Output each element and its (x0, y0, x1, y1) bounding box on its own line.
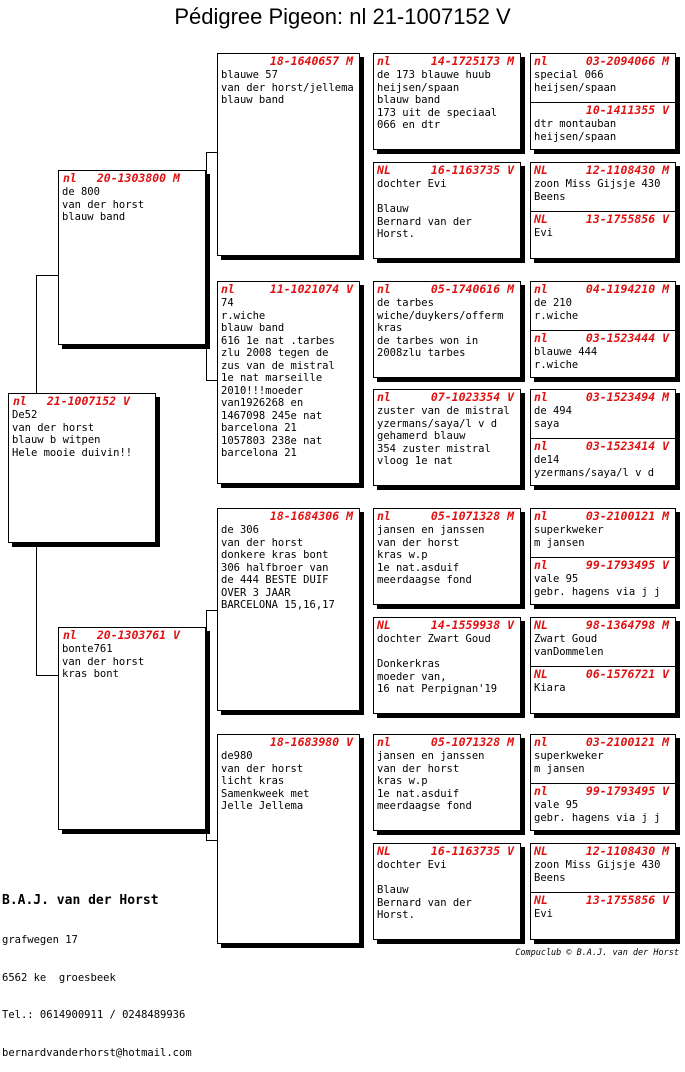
detail-line: m jansen (534, 536, 585, 549)
detail-line: van der horst (221, 762, 304, 775)
detail-line: jansen en janssen (377, 524, 485, 536)
pigeon-details (374, 632, 520, 697)
detail-line: 1057803 238e nat (221, 434, 323, 447)
detail-line: van der horst/jellema (221, 81, 354, 94)
pigeon-details (531, 226, 675, 241)
ring-header (218, 509, 359, 523)
detail-line: r.wiche (534, 358, 579, 371)
detail-line: Horst. (377, 909, 415, 921)
ring-number: 03-1523414 V (585, 439, 669, 453)
detail-line: Bernard van der (377, 896, 472, 909)
pigeon-details (531, 907, 675, 922)
pigeon-card-g4-pair[interactable] (530, 281, 676, 378)
detail-line: blauw band (221, 322, 285, 334)
detail-line: vanDommelen (534, 645, 604, 658)
ring-header (59, 171, 205, 185)
ring-header (531, 667, 675, 681)
ring-header (531, 331, 675, 345)
g4-male[interactable] (531, 282, 675, 330)
ring-number: 13-1755856 V (585, 893, 669, 907)
owner-line: Tel.: 0614900911 / 0248489936 (2, 1009, 186, 1021)
detail-line: de14 (534, 454, 560, 466)
connector-line (206, 152, 217, 153)
ring-number: 10-1411355 V (585, 103, 669, 117)
ring-header (531, 784, 675, 798)
detail-line: special 066 (534, 69, 604, 81)
g4-male[interactable] (531, 844, 675, 892)
ring-header (531, 439, 675, 453)
detail-line: jansen en janssen (377, 750, 485, 762)
detail-line: zuster van de mistral (377, 405, 510, 417)
detail-line: de 173 blauwe huub (377, 69, 491, 81)
pigeon-card-grandparent[interactable] (217, 281, 360, 484)
detail-line: blauw band (221, 94, 285, 106)
country-code: nl (534, 54, 548, 68)
detail-line: zus van de mistral (221, 359, 335, 372)
country-code: nl (534, 331, 548, 345)
detail-line: dochter Evi (377, 859, 447, 871)
pigeon-card-subject[interactable] (8, 393, 156, 543)
owner-block (2, 868, 192, 1072)
detail-line: dochter Evi (377, 178, 447, 190)
pigeon-card-g4-pair[interactable] (530, 389, 676, 486)
detail-line: meerdaagse fond (377, 574, 472, 586)
detail-line: 616 1e nat .tarbes (221, 334, 335, 347)
pigeon-details (374, 68, 520, 133)
country-code: nl (534, 558, 548, 572)
ring-number: 13-1755856 V (585, 212, 669, 226)
detail-line: gebr. hagens via j j (534, 811, 661, 824)
ring-header (374, 163, 520, 177)
detail-line: de980 (221, 750, 253, 762)
country-code: nl (377, 54, 391, 68)
detail-line: blauw band (377, 94, 441, 106)
pigeon-details (218, 68, 359, 108)
country-code: nl (377, 390, 391, 404)
pigeon-details (531, 453, 675, 480)
detail-line: gehamerd blauw (377, 430, 466, 442)
ring-header (531, 893, 675, 907)
detail-line: kras w.p (377, 549, 428, 561)
detail-line: moeder van, (377, 670, 447, 683)
detail-line: de 800 (62, 186, 100, 198)
pigeon-card-g4-pair[interactable] (530, 734, 676, 831)
pigeon-details (218, 296, 359, 461)
ring-header (531, 163, 675, 177)
ring-number: 06-1576721 V (585, 667, 669, 681)
pigeon-details (374, 749, 520, 814)
country-code: nl (63, 171, 77, 185)
detail-line: zoon Miss Gijsje 430 (534, 178, 661, 190)
connector-line (206, 610, 217, 611)
detail-line: donkere kras bont (221, 549, 329, 561)
pigeon-card-great-grandparent[interactable] (373, 162, 521, 259)
detail-line: licht kras (221, 775, 285, 787)
detail-line: 173 uit de speciaal (377, 106, 498, 119)
ring-number: 12-1108430 M (585, 163, 669, 177)
ring-header (374, 735, 520, 749)
ring-number: 16-1163735 V (430, 163, 514, 177)
pigeon-details (531, 296, 675, 323)
detail-line: 1e nat marseille (221, 372, 323, 384)
detail-line: Zwart Goud (534, 633, 598, 645)
detail-line: zoon Miss Gijsje 430 (534, 859, 661, 871)
detail-line: blauw b witpen (12, 434, 101, 446)
ring-header (531, 509, 675, 523)
detail-line: van1926268 en (221, 397, 304, 409)
g4-female[interactable] (531, 330, 675, 378)
detail-line: heijsen/spaan (377, 81, 460, 94)
detail-line: Blauw (377, 884, 409, 896)
pigeon-details (531, 523, 675, 550)
ring-header (531, 54, 675, 68)
detail-line: blauwe 57 (221, 69, 278, 81)
pigeon-details (531, 681, 675, 696)
pigeon-card-g4-pair[interactable] (530, 53, 676, 150)
country-code: nl (534, 784, 548, 798)
ring-number: 05-1740616 M (430, 282, 514, 296)
pigeon-details (218, 749, 359, 814)
country-code: nl (13, 394, 27, 408)
pigeon-details (531, 177, 675, 204)
country-code: nl (534, 439, 548, 453)
detail-line: kras w.p (377, 775, 428, 787)
ring-number: 03-2100121 M (585, 509, 669, 523)
g4-female[interactable] (531, 783, 675, 831)
g4-female[interactable] (531, 892, 675, 940)
detail-line: OVER 3 JAAR (221, 586, 291, 599)
connector-line (206, 610, 207, 840)
detail-line: vale 95 (534, 799, 579, 811)
pigeon-details (531, 632, 675, 659)
ring-number: 18-1683980 V (269, 735, 353, 749)
ring-number: 18-1640657 M (269, 54, 353, 68)
ring-number: 11-1021074 V (269, 282, 353, 296)
ring-header (374, 509, 520, 523)
pigeon-card-g4-pair[interactable] (530, 843, 676, 940)
ring-number: 12-1108430 M (585, 844, 669, 858)
detail-line: van der horst (221, 536, 304, 549)
detail-line: saya (534, 417, 560, 430)
g4-female[interactable] (531, 211, 675, 259)
detail-line: Evi (534, 908, 553, 920)
country-code: nl (534, 282, 548, 296)
g4-male[interactable] (531, 618, 675, 666)
country-code: nl (377, 509, 391, 523)
ring-header (531, 558, 675, 572)
credit-text: Compuclub © B.A.J. van der Horst (515, 948, 679, 958)
connector-line (36, 275, 58, 276)
ring-number: 20-1303761 V (96, 628, 180, 642)
owner-line: grafwegen 17 (2, 934, 78, 946)
detail-line: 2008zlu tarbes (377, 347, 466, 359)
pigeon-details (531, 68, 675, 95)
country-code: nl (221, 282, 235, 296)
country-code: nl (377, 282, 391, 296)
detail-line: de 306 (221, 524, 259, 536)
ring-number: 03-2094066 M (585, 54, 669, 68)
detail-line: superkweker (534, 524, 604, 536)
detail-line: dtr montauban (534, 118, 617, 130)
ring-header (531, 103, 675, 117)
owner-name: B.A.J. van der Horst (2, 893, 159, 908)
pigeon-card-grandparent[interactable] (217, 508, 360, 711)
detail-line: 354 zuster mistral (377, 442, 491, 455)
detail-line: Bernard van der (377, 215, 472, 228)
ring-number: 03-2100121 M (585, 735, 669, 749)
pigeon-card-great-grandparent[interactable] (373, 281, 521, 378)
detail-line: Horst. (377, 228, 415, 240)
ring-header (374, 390, 520, 404)
country-code: NL (534, 618, 548, 632)
ring-header (531, 212, 675, 226)
detail-line: meerdaagse fond (377, 800, 472, 812)
pigeon-details (531, 858, 675, 885)
g4-male[interactable] (531, 390, 675, 438)
g4-female[interactable] (531, 102, 675, 150)
owner-email: bernardvanderhorst@hotmail.com (2, 1046, 192, 1059)
pigeon-details (374, 177, 520, 242)
detail-line: 1467098 245e nat (221, 409, 323, 422)
g4-male[interactable] (531, 735, 675, 783)
detail-line: r.wiche (221, 309, 266, 322)
detail-line: 306 halfbroer van (221, 561, 329, 574)
ring-header (9, 394, 155, 408)
detail-line: kras (377, 322, 403, 334)
detail-line: de 444 BESTE DUIF (221, 574, 329, 586)
pigeon-card-grandparent[interactable] (217, 734, 360, 944)
detail-line: 74 (221, 297, 234, 309)
ring-number: 20-1303800 M (96, 171, 180, 185)
pigeon-card-great-grandparent[interactable] (373, 734, 521, 831)
pigeon-details (531, 798, 675, 825)
connector-line (206, 380, 217, 381)
pigeon-card-father[interactable] (58, 170, 206, 345)
detail-line: yzermans/saya/l v d (377, 417, 498, 430)
ring-number: 99-1793495 V (585, 784, 669, 798)
detail-line: Hele mooie duivin!! (12, 446, 133, 459)
pigeon-card-mother[interactable] (58, 627, 206, 830)
country-code: nl (534, 509, 548, 523)
connector-line (206, 840, 217, 841)
detail-line: vloog 1e nat (377, 455, 453, 467)
detail-line: 1e nat.asduif (377, 561, 460, 574)
pigeon-details (374, 523, 520, 588)
detail-line: Blauw (377, 203, 409, 215)
pigeon-details (531, 749, 675, 776)
pigeon-details (374, 404, 520, 469)
detail-line: de tarbes won in (377, 334, 479, 347)
ring-header (218, 282, 359, 296)
country-code: nl (63, 628, 77, 642)
country-code: NL (377, 163, 391, 177)
detail-line: barcelona 21 (221, 422, 297, 434)
ring-number: 21-1007152 V (46, 394, 130, 408)
detail-line: wiche/duykers/offerm (377, 309, 504, 322)
ring-header (218, 735, 359, 749)
g4-male[interactable] (531, 54, 675, 102)
detail-line: bonte761 (62, 643, 113, 655)
detail-line: 1e nat.asduif (377, 787, 460, 800)
detail-line: Samenkweek met (221, 787, 310, 800)
country-code: NL (534, 163, 548, 177)
detail-line: vale 95 (534, 573, 579, 585)
pigeon-card-g4-pair[interactable] (530, 508, 676, 605)
detail-line: barcelona 21 (221, 447, 297, 459)
ring-header (531, 735, 675, 749)
detail-line: van der horst (62, 655, 145, 668)
detail-line: yzermans/saya/l v d (534, 466, 655, 479)
pigeon-details (59, 642, 205, 682)
detail-line: Kiara (534, 682, 566, 694)
g4-male[interactable] (531, 509, 675, 557)
country-code: nl (377, 735, 391, 749)
ring-number: 05-1071328 M (430, 735, 514, 749)
detail-line: zlu 2008 tegen de (221, 347, 329, 359)
detail-line: 2010!!!moeder (221, 384, 304, 397)
ring-number: 04-1194210 M (585, 282, 669, 296)
detail-line: Evi (534, 227, 553, 239)
pigeon-card-g4-pair[interactable] (530, 617, 676, 714)
detail-line: blauwe 444 (534, 346, 598, 358)
detail-line: Jelle Jellema (221, 800, 304, 812)
pigeon-card-great-grandparent[interactable] (373, 389, 521, 486)
ring-number: 05-1071328 M (430, 509, 514, 523)
ring-header (531, 618, 675, 632)
country-code: NL (534, 844, 548, 858)
detail-line: blauw band (62, 211, 126, 223)
ring-header (531, 282, 675, 296)
detail-line: de 494 (534, 405, 572, 417)
detail-line: BARCELONA 15,16,17 (221, 599, 335, 611)
ring-number: 03-1523494 M (585, 390, 669, 404)
pigeon-details (374, 858, 520, 923)
g4-male[interactable] (531, 163, 675, 211)
pigeon-details (531, 345, 675, 372)
country-code: NL (534, 212, 548, 226)
detail-line: 16 nat Perpignan'19 (377, 683, 498, 695)
country-code: nl (534, 390, 548, 404)
g4-female[interactable] (531, 438, 675, 486)
pigeon-card-grandparent[interactable] (217, 53, 360, 256)
ring-number: 07-1023354 V (430, 390, 514, 404)
detail-line: de 210 (534, 297, 572, 309)
ring-header (59, 628, 205, 642)
detail-line (377, 646, 517, 659)
pigeon-details (531, 572, 675, 599)
detail-line: Beens (534, 871, 566, 884)
detail-line: van der horst (62, 198, 145, 211)
detail-line: Beens (534, 190, 566, 203)
pigeon-details (531, 404, 675, 431)
detail-line: van der horst (377, 762, 460, 775)
ring-header (531, 390, 675, 404)
ring-header (374, 54, 520, 68)
pigeon-details (218, 523, 359, 613)
ring-number: 14-1559938 V (430, 618, 514, 632)
ring-number: 99-1793495 V (585, 558, 669, 572)
pigeon-card-great-grandparent[interactable] (373, 508, 521, 605)
pigeon-details (59, 185, 205, 225)
detail-line: heijsen/spaan (534, 130, 617, 143)
pigeon-card-g4-pair[interactable] (530, 162, 676, 259)
page-title: Pédigree Pigeon: nl 21-1007152 V (174, 4, 511, 29)
detail-line: van der horst (12, 421, 95, 434)
owner-line: 6562 ke groesbeek (2, 971, 116, 984)
detail-line: superkweker (534, 750, 604, 762)
g4-female[interactable] (531, 666, 675, 714)
detail-line: 066 en dtr (377, 119, 441, 131)
ring-header (531, 844, 675, 858)
ring-header (374, 618, 520, 632)
country-code: NL (377, 618, 391, 632)
detail-line (377, 872, 517, 885)
ring-number: 03-1523444 V (585, 331, 669, 345)
ring-number: 98-1364798 M (585, 618, 669, 632)
detail-line: m jansen (534, 762, 585, 775)
detail-line: De52 (12, 409, 38, 421)
ring-header (374, 844, 520, 858)
pigeon-details (531, 117, 675, 144)
detail-line: heijsen/spaan (534, 81, 617, 94)
pigeon-details (9, 408, 155, 460)
pigeon-card-great-grandparent[interactable] (373, 843, 521, 940)
ring-number: 18-1684306 M (269, 509, 353, 523)
detail-line: de tarbes (377, 297, 434, 309)
ring-header (218, 54, 359, 68)
g4-female[interactable] (531, 557, 675, 605)
pigeon-card-great-grandparent[interactable] (373, 617, 521, 714)
country-code: NL (534, 893, 548, 907)
connector-line (206, 152, 207, 380)
pigeon-card-great-grandparent[interactable] (373, 53, 521, 150)
ring-header (374, 282, 520, 296)
detail-line: van der horst (377, 536, 460, 549)
detail-line: r.wiche (534, 309, 579, 322)
ring-number: 16-1163735 V (430, 844, 514, 858)
country-code: nl (534, 735, 548, 749)
detail-line: Donkerkras (377, 658, 441, 670)
detail-line (377, 191, 517, 204)
ring-number: 14-1725173 M (430, 54, 514, 68)
detail-line: gebr. hagens via j j (534, 585, 661, 598)
country-code: NL (377, 844, 391, 858)
country-code: NL (534, 667, 548, 681)
connector-line (36, 675, 58, 676)
detail-line: dochter Zwart Goud (377, 633, 491, 645)
pigeon-details (374, 296, 520, 361)
detail-line: kras bont (62, 668, 119, 680)
